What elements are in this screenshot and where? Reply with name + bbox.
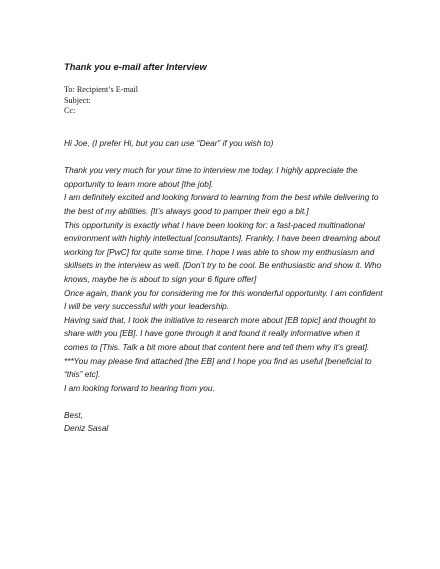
paragraph-thanks: Thank you very much for your time to interview me today. I highly appreciate the opportunity to learn more about [the job]. (64, 165, 358, 189)
paragraph-excited: I am definitely excited and looking forward to learning from the best while delivering to the best of my abilities. [It’s always good to pamper their ego a bit.] (64, 192, 379, 216)
subject-field: Subject: (64, 95, 91, 105)
email-headers (64, 85, 138, 117)
cc-field: Cc: (64, 106, 76, 115)
to-field: To: Recipient’s E-mail (64, 85, 139, 94)
paragraph-looking-forward: I am looking forward to hearing from you. (64, 382, 215, 393)
paragraph-opportunity: This opportunity is exactly what I have been looking for: a fast-paced multinational environment with highly intellectual [consultants]. Frankly, I have been dreaming about working for [PwC] for quite some time. I hope I was able to show my enthusiasm and skillsets in the interview as well. [Don’t try to be cool. Be enthusiastic and show it. Who knows, maybe he is about to sign your 6 figure offer] (64, 219, 382, 284)
greeting: Hi Joe, (I prefer Hi, but you can use “Dear” if you wish to) (64, 138, 274, 148)
closing: Best, (64, 409, 83, 420)
paragraph-initiative: Having said that, I took the initiative to research more about [EB topic] and thought to share with you [EB]. I have gone through it and found it really informative when it comes to [This. Talk a bit more about that content here and tell them why it’s great]. ***You may please find attached [the EB] and I hope you find as useful [beneficial to “this” etc]. (64, 314, 376, 380)
signature-block (64, 409, 384, 436)
paragraph-once-again: Once again, thank you for considering me for this wonderful opportunity. I am confident I will be very successful with your leadership. (64, 287, 383, 312)
document-title: Thank you e-mail after Interview (64, 61, 207, 72)
signature-name: Deniz Sasal (64, 423, 109, 434)
spacer (64, 395, 384, 409)
email-body (64, 137, 384, 436)
